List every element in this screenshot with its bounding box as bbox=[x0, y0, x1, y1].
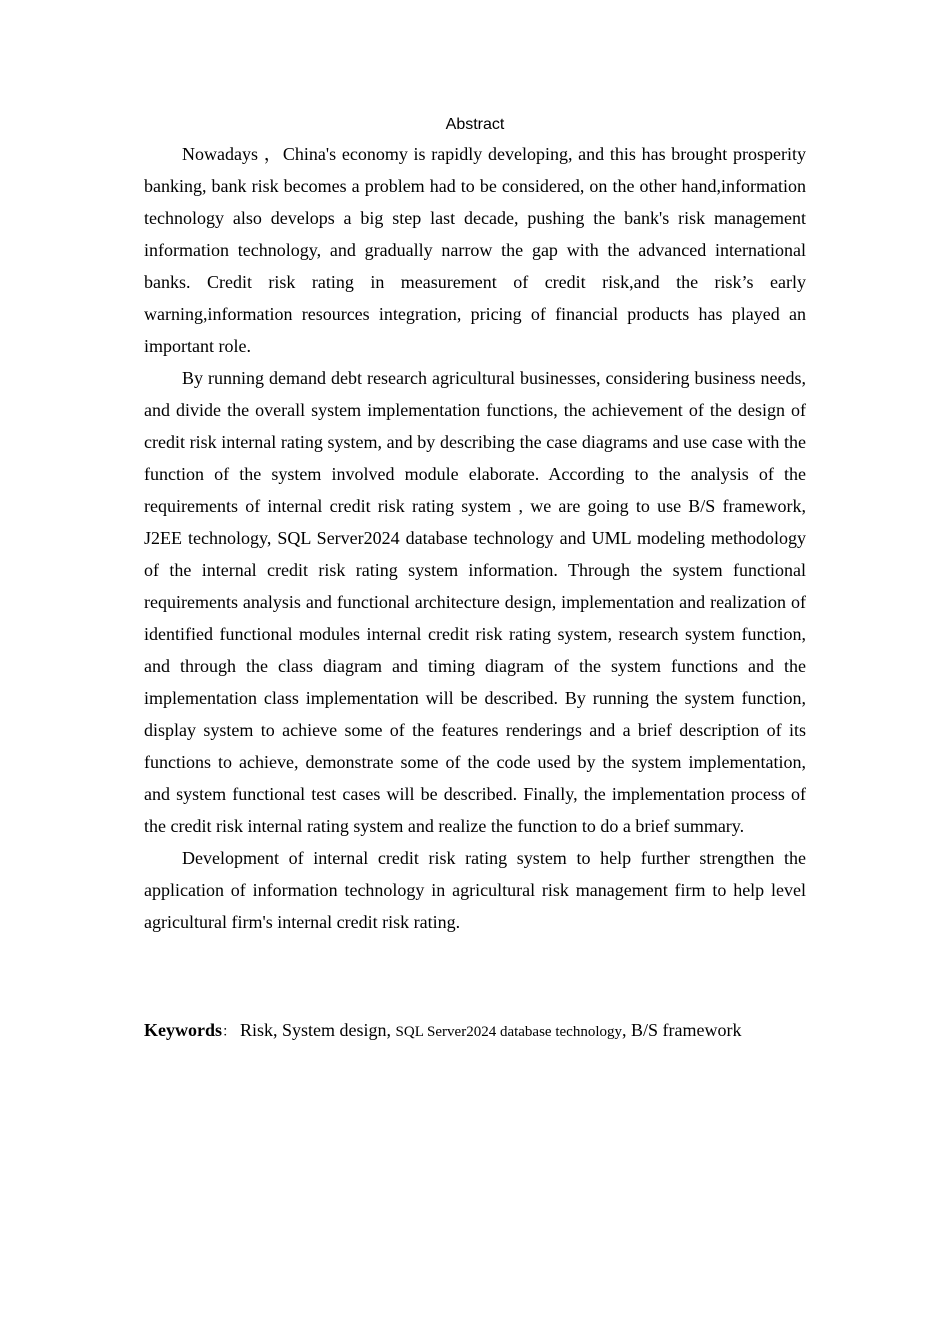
keyword-text-2: SQL Server2024 database technology bbox=[395, 1024, 622, 1040]
keyword-text-1: Risk, System design, bbox=[240, 1020, 396, 1040]
keywords-line bbox=[144, 1014, 844, 1049]
keywords-separator: ： bbox=[222, 1025, 236, 1040]
abstract-title: Abstract bbox=[445, 116, 505, 133]
keyword-text-3: , B/S framework bbox=[621, 1020, 742, 1040]
abstract-body bbox=[144, 138, 806, 938]
abstract-paragraph-3: Development of internal credit risk rating system to help further strengthen the application of information technology in agricultural risk management firm to help level agricultural firm's internal credit risk rating. bbox=[144, 848, 806, 932]
keywords-label: Keywords bbox=[144, 1020, 222, 1040]
abstract-paragraph-2: By running demand debt research agricultural businesses, considering business needs, and divide the overall system implementation functions, the achievement of the design of credit risk internal rating system, and by describing the case diagrams and use case with the function of the system involved module elaborate. According to the analysis of the requirements of internal credit risk rating system , we are going to use B/S framework, J2EE technology, SQL Server2024 database technology and UML modeling methodology of the internal credit risk rating system information. Through the system functional requirements analysis and functional architecture design, implementation and realization of identified functional modules internal credit risk rating system, research system function, and through the class diagram and timing diagram of the system functions and the implementation class implementation will be described. By running the system function, display system to achieve some of the features renderings and a brief description of its functions to achieve, demonstrate some of the code used by the system implementation, and system functional test cases will be described. Finally, the implementation process of the credit risk internal rating system and realize the function to do a brief summary. bbox=[144, 368, 806, 836]
abstract-paragraph-1: Nowadays ，China's economy is rapidly developing, and this has brought prosperity banking, bank risk becomes a problem had to be considered, on the other hand,information technology also develops a big step last decade, pushing the bank's risk management information technology, and gradually narrow the gap with the advanced international banks. Credit risk rating in measurement of credit risk,and the risk’s early warning,information resources integration, pricing of financial products has played an important role. bbox=[144, 144, 806, 356]
